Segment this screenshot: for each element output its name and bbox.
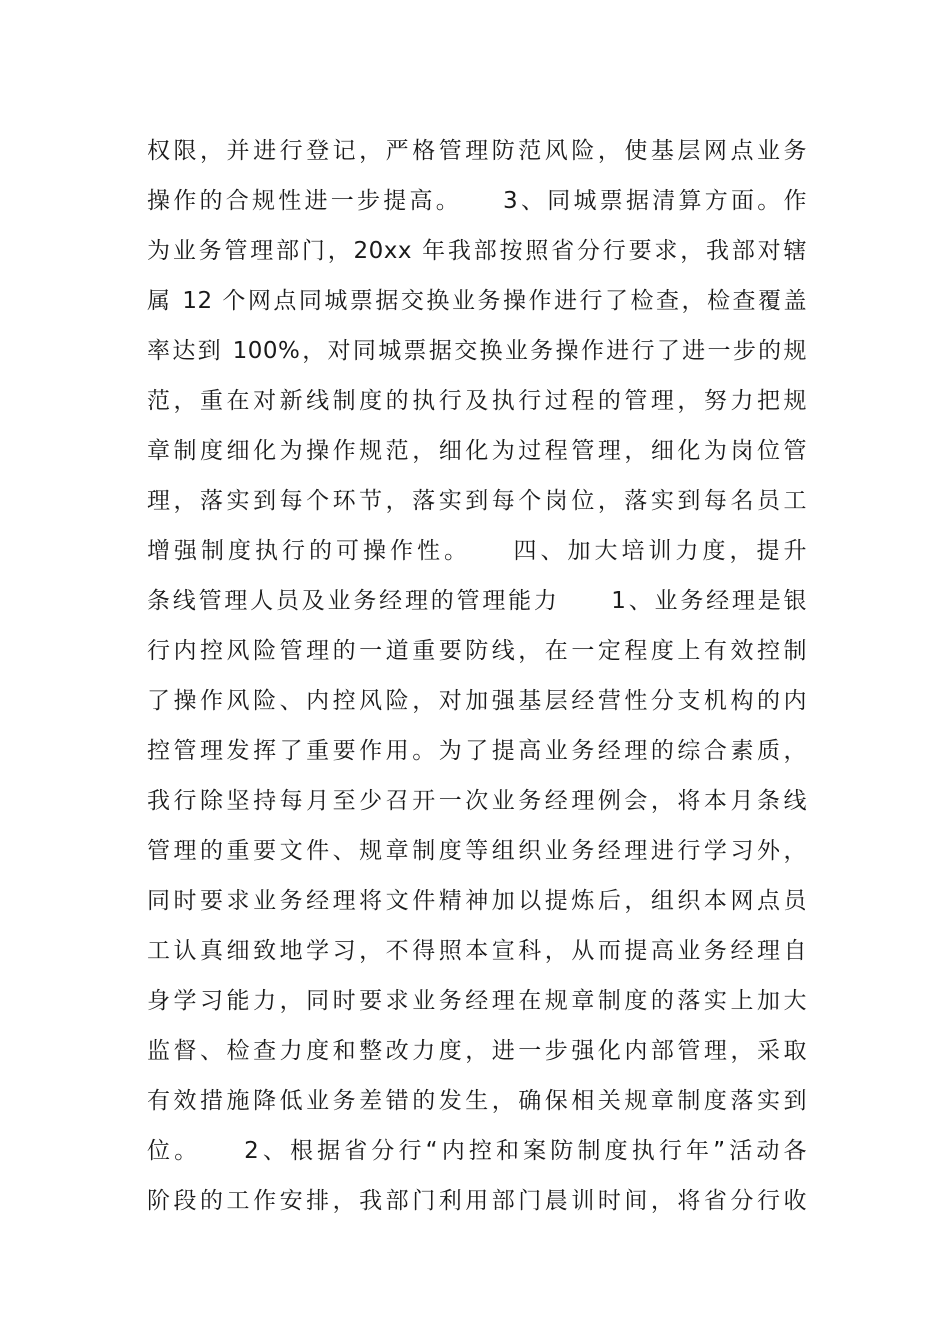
text-line: 控管理发挥了重要作用。为了提高业务经理的综合素质， (147, 738, 807, 764)
text-line: 权限，并进行登记，严格管理防范风险，使基层网点业务 (147, 138, 807, 164)
text-line: 有效措施降低业务差错的发生，确保相关规章制度落实到 (147, 1088, 807, 1114)
text-line: 范，重在对新线制度的执行及执行过程的管理，努力把规 (147, 388, 807, 414)
text-line: 增强制度执行的可操作性。 四、加大培训力度，提升 (147, 538, 807, 564)
text-line: 为业务管理部门，20xx 年我部按照省分行要求，我部对辖 (147, 238, 807, 264)
text-line: 理，落实到每个环节，落实到每个岗位，落实到每名员工 (147, 488, 807, 514)
body-text (147, 126, 807, 1226)
text-line: 管理的重要文件、规章制度等组织业务经理进行学习外， (147, 838, 807, 864)
text-line: 了操作风险、内控风险，对加强基层经营性分支机构的内 (147, 688, 807, 714)
text-line: 身学习能力，同时要求业务经理在规章制度的落实上加大 (147, 988, 807, 1014)
text-line: 位。 2、根据省分行“内控和案防制度执行年”活动各 (147, 1138, 807, 1164)
text-line: 章制度细化为操作规范，细化为过程管理，细化为岗位管 (147, 438, 807, 464)
text-line: 监督、检查力度和整改力度，进一步强化内部管理，采取 (147, 1038, 807, 1064)
text-line: 率达到 100%，对同城票据交换业务操作进行了进一步的规 (147, 338, 807, 364)
text-line: 我行除坚持每月至少召开一次业务经理例会，将本月条线 (147, 788, 807, 814)
text-line: 同时要求业务经理将文件精神加以提炼后，组织本网点员 (147, 888, 807, 914)
text-line: 工认真细致地学习，不得照本宣科，从而提高业务经理自 (147, 938, 807, 964)
text-line: 操作的合规性进一步提高。 3、同城票据清算方面。作 (147, 188, 807, 214)
text-line: 属 12 个网点同城票据交换业务操作进行了检查，检查覆盖 (147, 288, 807, 314)
text-line: 阶段的工作安排，我部门利用部门晨训时间，将省分行收 (147, 1188, 807, 1214)
text-line: 条线管理人员及业务经理的管理能力 1、业务经理是银 (147, 588, 807, 614)
text-line: 行内控风险管理的一道重要防线，在一定程度上有效控制 (147, 638, 807, 664)
